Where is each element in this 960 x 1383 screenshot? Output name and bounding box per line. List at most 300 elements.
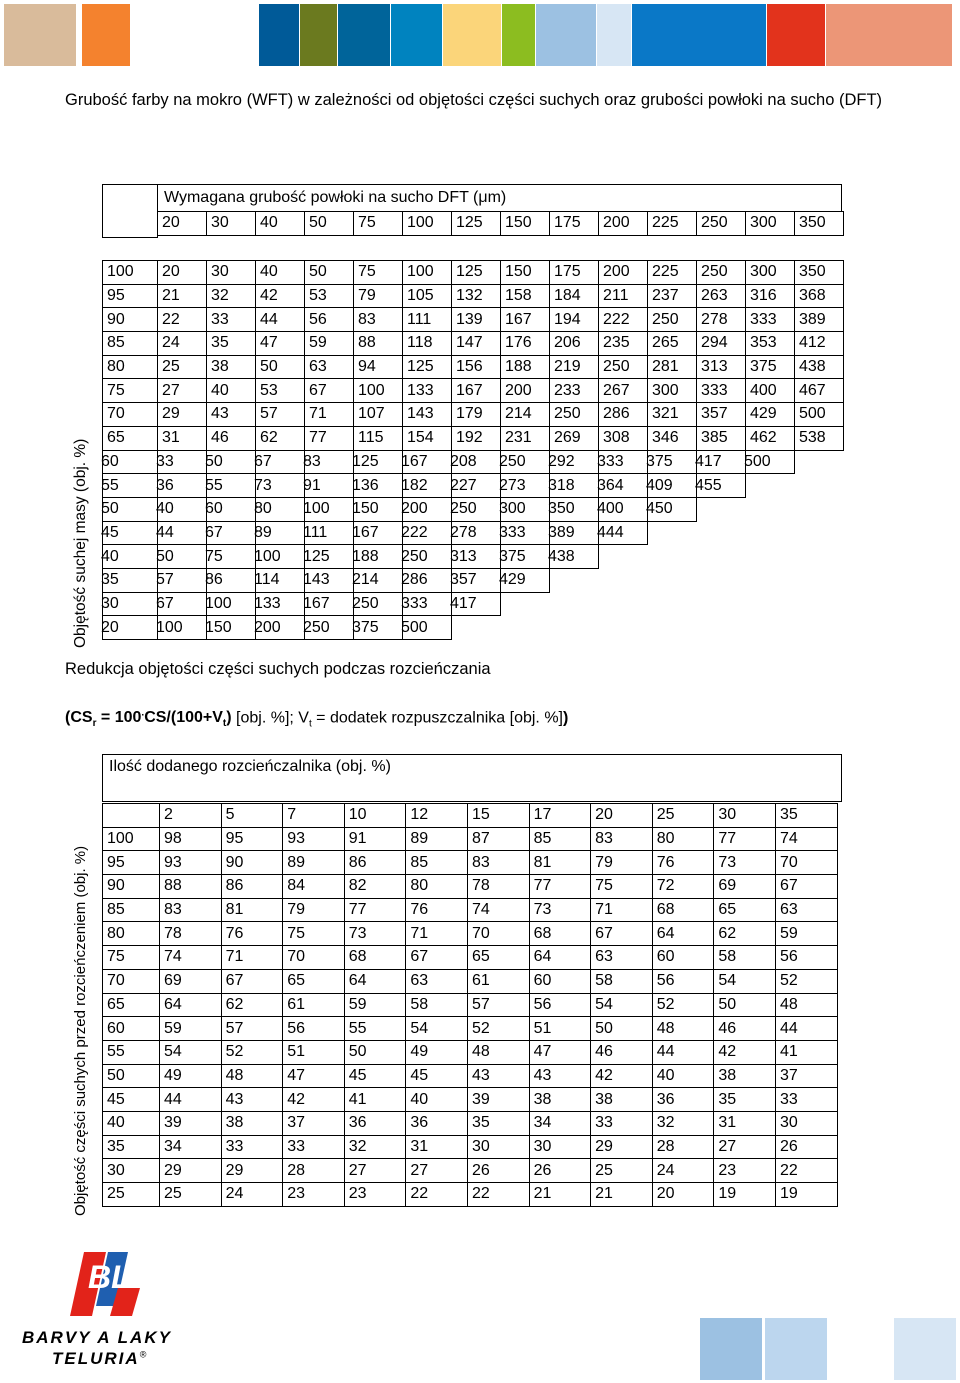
table-cell: 231 [501,426,550,450]
table-cell: 200 [599,261,648,285]
table-cell: 89 [283,851,345,875]
column-header: 15 [467,804,529,828]
table-cell: 250 [599,355,648,379]
row-label: 100 [103,261,158,285]
table-cell: 69 [160,969,222,993]
table1-row-axis-label: Objętość suchej masy (obj. %) [72,438,89,648]
table-cell: 93 [160,851,222,875]
row-label: 65 [103,426,158,450]
table-cell: 38 [207,355,256,379]
empty-cell [544,592,593,616]
stripe-swatch [300,4,337,66]
row-label: 90 [103,308,158,332]
row-label: 85 [103,332,158,356]
table-cell: 56 [283,1017,345,1041]
table-cell: 35 [467,1111,529,1135]
stripe-swatch [767,4,825,66]
table-cell: 100 [152,616,201,640]
table-cell: 71 [221,946,283,970]
table-cell: 23 [344,1183,406,1207]
table-cell: 308 [599,426,648,450]
table-cell: 286 [397,568,446,592]
table-cell: 24 [221,1183,283,1207]
table-cell: 54 [591,993,653,1017]
table-row [97,450,838,474]
table-cell: 33 [283,1135,345,1159]
table-cell: 35 [714,1088,776,1112]
table-cell: 65 [283,969,345,993]
table-cell: 57 [467,993,529,1017]
table-cell: 100 [201,592,250,616]
table-cell: 107 [354,403,403,427]
table-cell: 55 [201,474,250,498]
empty-cell [691,592,740,616]
table-row [103,403,844,427]
table-cell: 56 [775,946,837,970]
table-cell: 350 [795,261,844,285]
table-cell: 64 [160,993,222,1017]
table-cell: 375 [348,616,397,640]
empty-cell [789,616,838,640]
table-cell: 40 [406,1088,468,1112]
dilution-table [102,803,838,1207]
empty-cell [642,545,691,569]
table-cell: 300 [495,497,544,521]
stripe-swatch [632,4,766,66]
table-cell: 350 [544,497,593,521]
table-cell: 49 [406,1040,468,1064]
table-cell: 56 [305,308,354,332]
table-cell: 43 [467,1064,529,1088]
table-cell: 64 [652,922,714,946]
table-cell: 375 [642,450,691,474]
table-cell: 400 [746,379,795,403]
table-cell: 417 [691,450,740,474]
table-cell: 63 [406,969,468,993]
table-cell: 267 [599,379,648,403]
column-header: 300 [746,212,795,236]
table-cell: 33 [591,1111,653,1135]
table-cell: 167 [501,308,550,332]
table1-corner-box [102,184,158,238]
row-label: 100 [103,827,160,851]
svg-text:BL: BL [88,1259,131,1295]
table-cell: 73 [714,851,776,875]
table-cell: 67 [250,450,299,474]
table-row [103,922,838,946]
table-cell: 23 [714,1159,776,1183]
table-cell: 48 [775,993,837,1017]
table-cell: 67 [775,875,837,899]
column-header: 35 [775,804,837,828]
table-cell: 429 [495,568,544,592]
table-cell: 133 [403,379,452,403]
table-cell: 65 [467,946,529,970]
table-cell: 71 [305,403,354,427]
table-cell: 83 [299,450,348,474]
table-row [103,993,838,1017]
row-label: 20 [97,616,152,640]
table-cell: 83 [160,898,222,922]
table-cell: 265 [648,332,697,356]
table-row [103,1111,838,1135]
table-cell: 29 [160,1159,222,1183]
row-label: 60 [97,450,152,474]
table-cell: 31 [714,1111,776,1135]
table-cell: 28 [652,1135,714,1159]
table2-title: Ilość dodanego rozcieńczalnika (obj. %) [109,758,391,775]
table-cell: 31 [158,426,207,450]
table-cell: 91 [299,474,348,498]
table-cell: 125 [348,450,397,474]
row-label: 80 [103,355,158,379]
row-label: 40 [103,1111,160,1135]
table-cell: 19 [775,1183,837,1207]
row-label: 80 [103,922,160,946]
table-cell: 32 [652,1111,714,1135]
table-cell: 98 [160,827,222,851]
empty-cell [789,450,838,474]
table-cell: 321 [648,403,697,427]
row-label: 65 [103,993,160,1017]
table-cell: 77 [344,898,406,922]
table-cell: 389 [795,308,844,332]
table-row [103,1088,838,1112]
table-cell: 233 [550,379,599,403]
table-cell: 33 [221,1135,283,1159]
table-cell: 438 [795,355,844,379]
table-cell: 100 [354,379,403,403]
table-row [103,308,844,332]
table-cell: 74 [160,946,222,970]
table-cell: 188 [501,355,550,379]
stripe-swatch [338,4,390,66]
table-cell: 353 [746,332,795,356]
table-cell: 33 [775,1088,837,1112]
table-cell: 375 [495,545,544,569]
table-row [103,827,838,851]
table-cell: 38 [591,1088,653,1112]
table-row [103,1040,838,1064]
table-cell: 300 [746,261,795,285]
table-cell: 67 [305,379,354,403]
table-row [103,355,844,379]
table-cell: 26 [467,1159,529,1183]
empty-cell [593,568,642,592]
table-cell: 30 [207,261,256,285]
table-cell: 167 [299,592,348,616]
column-header: 75 [354,212,403,236]
table-cell: 21 [591,1183,653,1207]
table-row [103,898,838,922]
table-cell: 68 [344,946,406,970]
table-cell: 333 [697,379,746,403]
table-cell: 22 [406,1183,468,1207]
table-cell: 105 [403,284,452,308]
table-cell: 167 [348,521,397,545]
table-cell: 42 [714,1040,776,1064]
footer-square [894,1318,956,1380]
logo-line1: BARVY A LAKY [22,1328,172,1347]
table-cell: 417 [446,592,495,616]
column-header: 20 [158,212,207,236]
empty-cell [691,568,740,592]
row-label: 70 [103,403,158,427]
table-cell: 333 [746,308,795,332]
table-cell: 82 [344,875,406,899]
table-cell: 211 [599,284,648,308]
table-cell: 31 [406,1135,468,1159]
stripe-swatch [597,4,631,66]
table-cell: 75 [591,875,653,899]
empty-cell [740,521,789,545]
table-cell: 208 [446,450,495,474]
table-cell: 57 [152,568,201,592]
table-row [103,284,844,308]
row-label: 60 [103,1017,160,1041]
table-cell: 33 [207,308,256,332]
table-cell: 59 [344,993,406,1017]
table-cell: 357 [697,403,746,427]
table-cell: 20 [652,1183,714,1207]
table-cell: 46 [591,1040,653,1064]
table-cell: 36 [344,1111,406,1135]
column-header: 50 [305,212,354,236]
empty-cell [544,568,593,592]
table-cell: 263 [697,284,746,308]
table-cell: 85 [529,827,591,851]
table-cell: 500 [740,450,789,474]
table2-header-row [103,804,838,828]
table-cell: 73 [250,474,299,498]
table-cell: 200 [501,379,550,403]
table-cell: 59 [775,922,837,946]
table-cell: 250 [299,616,348,640]
table-cell: 125 [452,261,501,285]
table-cell: 235 [599,332,648,356]
table-cell: 86 [344,851,406,875]
table-cell: 61 [283,993,345,1017]
table-cell: 156 [452,355,501,379]
table-cell: 250 [550,403,599,427]
table-cell: 316 [746,284,795,308]
table-cell: 39 [467,1088,529,1112]
row-label: 50 [97,497,152,521]
table-row [103,332,844,356]
empty-cell [740,568,789,592]
table-cell: 188 [348,545,397,569]
table-row [103,1017,838,1041]
company-logo [20,1248,180,1373]
table-cell: 300 [648,379,697,403]
table-cell: 51 [283,1040,345,1064]
table-cell: 64 [344,969,406,993]
table-cell: 40 [207,379,256,403]
table-cell: 24 [158,332,207,356]
table-cell: 35 [207,332,256,356]
table-cell: 44 [775,1017,837,1041]
row-label: 75 [103,946,160,970]
column-header: 100 [403,212,452,236]
column-header: 250 [697,212,746,236]
table-cell: 86 [221,875,283,899]
table-cell: 68 [652,898,714,922]
table1-title-box [157,184,842,212]
empty-cell [740,497,789,521]
table-cell: 65 [714,898,776,922]
table-cell: 88 [354,332,403,356]
table-cell: 76 [221,922,283,946]
table-cell: 58 [591,969,653,993]
table-cell: 214 [501,403,550,427]
table-cell: 71 [406,922,468,946]
table-cell: 85 [406,851,468,875]
empty-cell [691,521,740,545]
table-cell: 47 [529,1040,591,1064]
empty-cell [789,592,838,616]
table-cell: 40 [152,497,201,521]
table-cell: 50 [344,1040,406,1064]
table-cell: 294 [697,332,746,356]
table-cell: 26 [529,1159,591,1183]
table-cell: 28 [283,1159,345,1183]
table-cell: 36 [152,474,201,498]
table-cell: 412 [795,332,844,356]
table-cell: 333 [397,592,446,616]
table-row [103,1159,838,1183]
table-cell: 100 [403,261,452,285]
table-cell: 67 [221,969,283,993]
table-row [103,1064,838,1088]
empty-cell [789,521,838,545]
table-cell: 200 [397,497,446,521]
empty-cell [789,568,838,592]
table-cell: 78 [467,875,529,899]
empty-cell [642,568,691,592]
row-label: 95 [103,851,160,875]
table-cell: 90 [221,851,283,875]
table-cell: 86 [201,568,250,592]
table-cell: 62 [714,922,776,946]
table-cell: 227 [446,474,495,498]
table-cell: 38 [529,1088,591,1112]
table-cell: 60 [529,969,591,993]
table-cell: 54 [160,1040,222,1064]
table-cell: 133 [250,592,299,616]
stripe-swatch [4,4,76,66]
wft-table [102,260,844,640]
table-cell: 48 [467,1040,529,1064]
table-cell: 52 [221,1040,283,1064]
table-cell: 27 [406,1159,468,1183]
empty-cell [740,616,789,640]
table-cell: 87 [467,827,529,851]
table-cell: 154 [403,426,452,450]
table-cell: 25 [591,1159,653,1183]
table-cell: 273 [495,474,544,498]
table-cell: 219 [550,355,599,379]
table-cell: 79 [591,851,653,875]
table-cell: 71 [591,898,653,922]
table-cell: 111 [403,308,452,332]
table-cell: 462 [746,426,795,450]
table-cell: 44 [652,1040,714,1064]
table-cell: 175 [550,261,599,285]
table-cell: 38 [221,1111,283,1135]
table-row [97,568,838,592]
column-header: 10 [344,804,406,828]
table-cell: 225 [648,261,697,285]
column-header: 125 [452,212,501,236]
row-label: 30 [103,1159,160,1183]
table-cell: 95 [221,827,283,851]
empty-cell [544,616,593,640]
column-header: 20 [591,804,653,828]
table-cell: 136 [348,474,397,498]
column-header: 2 [160,804,222,828]
table-cell: 74 [467,898,529,922]
table-cell: 125 [403,355,452,379]
table-cell: 72 [652,875,714,899]
table-cell: 81 [529,851,591,875]
table-cell: 125 [299,545,348,569]
table-cell: 40 [256,261,305,285]
table-cell: 250 [495,450,544,474]
row-label: 95 [103,284,158,308]
table-cell: 67 [152,592,201,616]
empty-cell [642,616,691,640]
table-cell: 48 [221,1064,283,1088]
table-cell: 222 [397,521,446,545]
table-cell: 158 [501,284,550,308]
table-cell: 34 [160,1135,222,1159]
table-cell: 40 [652,1064,714,1088]
table-cell: 60 [201,497,250,521]
table-cell: 78 [160,922,222,946]
table-row [97,592,838,616]
table-cell: 36 [406,1111,468,1135]
column-header: 25 [652,804,714,828]
table-cell: 79 [283,898,345,922]
table-cell: 57 [256,403,305,427]
empty-cell [446,616,495,640]
table-cell: 59 [160,1017,222,1041]
table-cell: 41 [775,1040,837,1064]
table-cell: 182 [397,474,446,498]
table-cell: 50 [152,545,201,569]
table-cell: 84 [283,875,345,899]
empty-cell [593,592,642,616]
table-cell: 389 [544,521,593,545]
table-cell: 83 [354,308,403,332]
empty-cell [642,521,691,545]
table-cell: 250 [348,592,397,616]
stripe-swatch [259,4,299,66]
empty-cell [740,474,789,498]
row-label: 30 [97,592,152,616]
table-cell: 357 [446,568,495,592]
table-cell: 77 [529,875,591,899]
table-row [103,969,838,993]
row-label: 45 [97,521,152,545]
table-cell: 30 [775,1111,837,1135]
table-cell: 143 [403,403,452,427]
table-cell: 500 [397,616,446,640]
table-cell: 43 [207,403,256,427]
table-cell: 45 [344,1064,406,1088]
table-cell: 77 [714,827,776,851]
table-cell: 115 [354,426,403,450]
